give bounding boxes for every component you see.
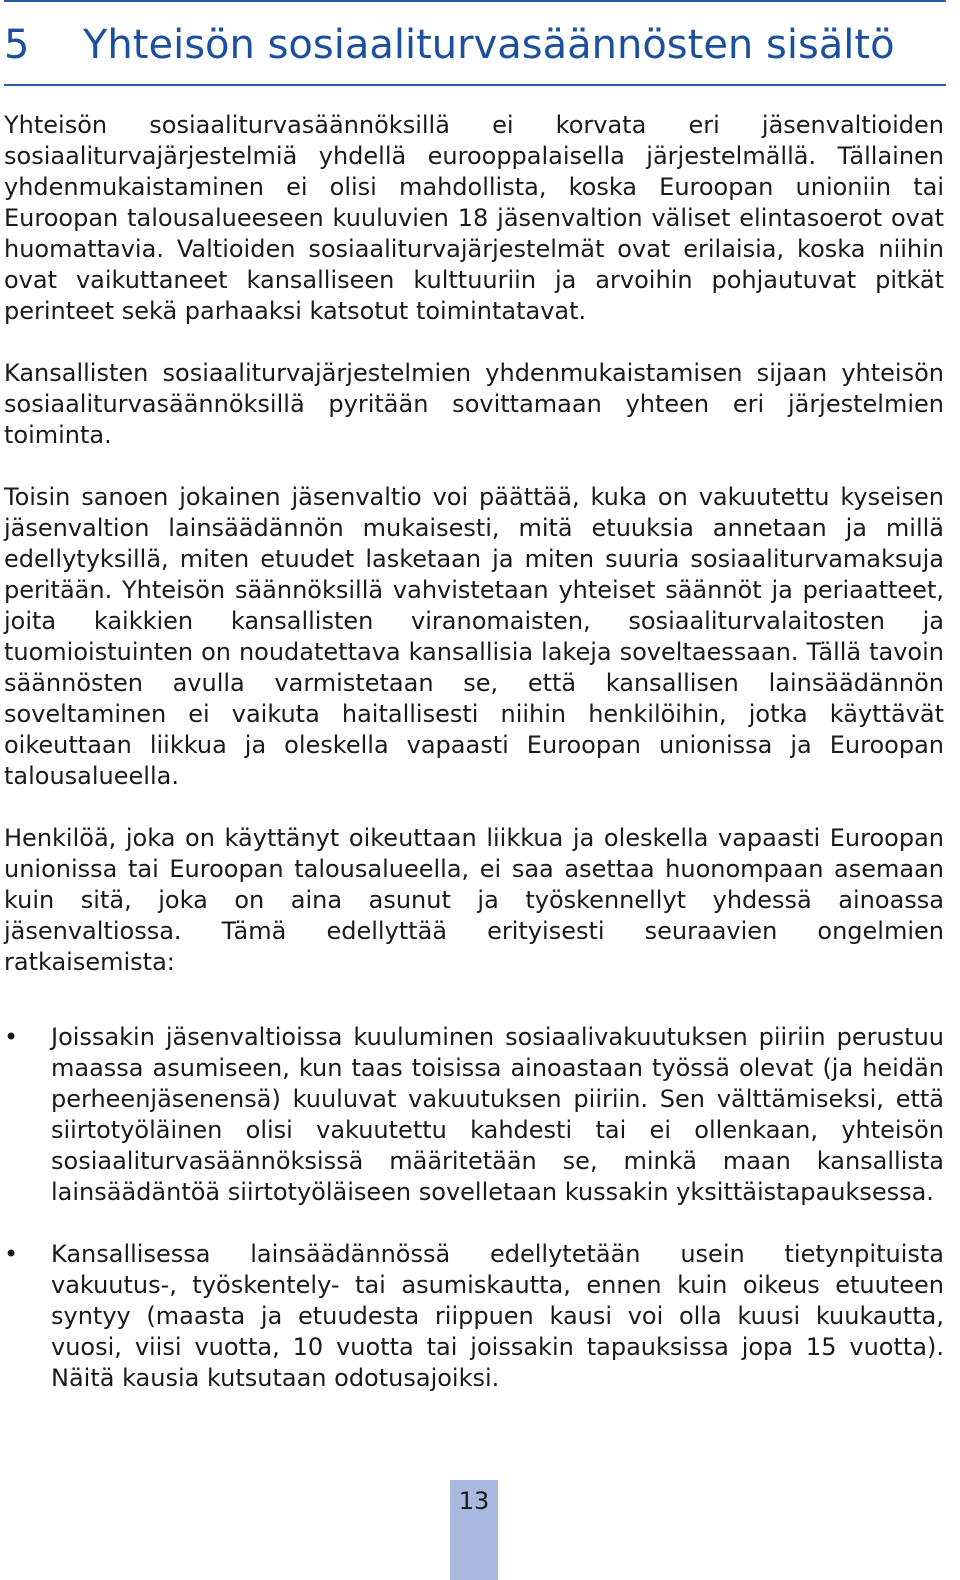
bullet-list <box>4 1022 944 1394</box>
bullet-icon: • <box>4 1240 19 1268</box>
list-item <box>4 1022 944 1208</box>
paragraph-4: Henkilöä, joka on käyttänyt oikeuttaan liikkua ja oleskella vapaasti Euroopan unionissa tai Euroopan talousalueella, ei saa asettaa huonompaan asemaan kuin sitä, joka on aina asunut ja työskennellyt yhdessä ainoassa jäsenvaltiossa. Tämä edellyttää erityisesti seuraavien ongelmien ratkaisemista: <box>4 824 944 976</box>
list-item-text: Kansallisessa lainsäädännössä edellytetään usein tietynpituista vakuutus-, työskentely- tai asumiskautta, ennen kuin oikeus etuuteen syntyy (maasta ja etuudesta riippuen kausi voi olla kuusi kuukautta, vuosi, viisi vuotta, 10 vuotta tai joissakin tapauksissa jopa 15 vuotta). Näitä kausia kutsutaan odotusajoiksi. <box>51 1240 944 1392</box>
chapter-title: Yhteisön sosiaaliturvasäännösten sisältö <box>83 22 895 68</box>
list-item-text: Joissakin jäsenvaltioissa kuuluminen sosiaalivakuutuksen piiriin perustuu maassa asumiseen, kun taas toisissa ainoastaan työssä olevat (ja heidän perheenjäsenensä) kuuluvat vakuutuksen piiriin. Sen välttämiseksi, että siirtotyöläinen olisi vakuutettu kahdesti tai ei ollenkaan, yhteisön sosiaaliturvasäännöksissä määritetään se, minkä maan kansallista lainsäädäntöä siirtotyöläiseen sovelletaan kussakin yksittäistapauksessa. <box>51 1023 944 1206</box>
page-number: 13 <box>458 1487 490 1515</box>
chapter-number: 5 <box>4 22 30 68</box>
body-text <box>4 110 944 1425</box>
paragraph-1: Yhteisön sosiaaliturvasäännöksillä ei korvata eri jäsenvaltioiden sosiaaliturvajärjestelmiä yhdellä eurooppalaisella järjestelmällä. Tällainen yhdenmukaistaminen ei olisi mahdollista, koska Euroopan unioniin tai Euroopan talousalueeseen kuuluvien 18 jäsenvaltion väliset elintasoerot ovat huomattavia. Valtioiden sosiaaliturvajärjestelmät ovat erilaisia, koska niihin ovat vaikuttaneet kansalliseen kulttuuriin ja arvoihin pohjautuvat pitkät perinteet sekä parhaaksi katsotut toimintatavat. <box>4 111 944 325</box>
chapter-header <box>4 0 946 86</box>
bullet-icon: • <box>4 1023 19 1051</box>
paragraph-3: Toisin sanoen jokainen jäsenvaltio voi päättää, kuka on vakuutettu kyseisen jäsenvaltion lainsäädännön mukaisesti, mitä etuuksia annetaan ja millä edellytyksillä, miten etuudet lasketaan ja miten suuria sosiaaliturvamaksuja peritään. Yhteisön säännöksillä vahvistetaan yhteiset säännöt ja periaatteet, joita kaikkien kansallisten viranomaisten, sosiaaliturvalaitosten ja tuomioistuinten on noudatettava kansallisia lakeja soveltaessaan. Tällä tavoin säännösten avulla varmistetaan se, että kansallisen lainsäädännön soveltaminen ei vaikuta haitallisesti niihin henkilöihin, jotka käyttävät oikeuttaan liikkua ja oleskella vapaasti Euroopan unionissa ja Euroopan talousalueella. <box>4 483 944 790</box>
list-item <box>4 1239 944 1394</box>
paragraph-2: Kansallisten sosiaaliturvajärjestelmien yhdenmukaistamisen sijaan yhteisön sosiaaliturvasäännöksillä pyritään sovittamaan yhteen eri järjestelmien toiminta. <box>4 359 944 449</box>
page-number-tab <box>450 1480 498 1580</box>
